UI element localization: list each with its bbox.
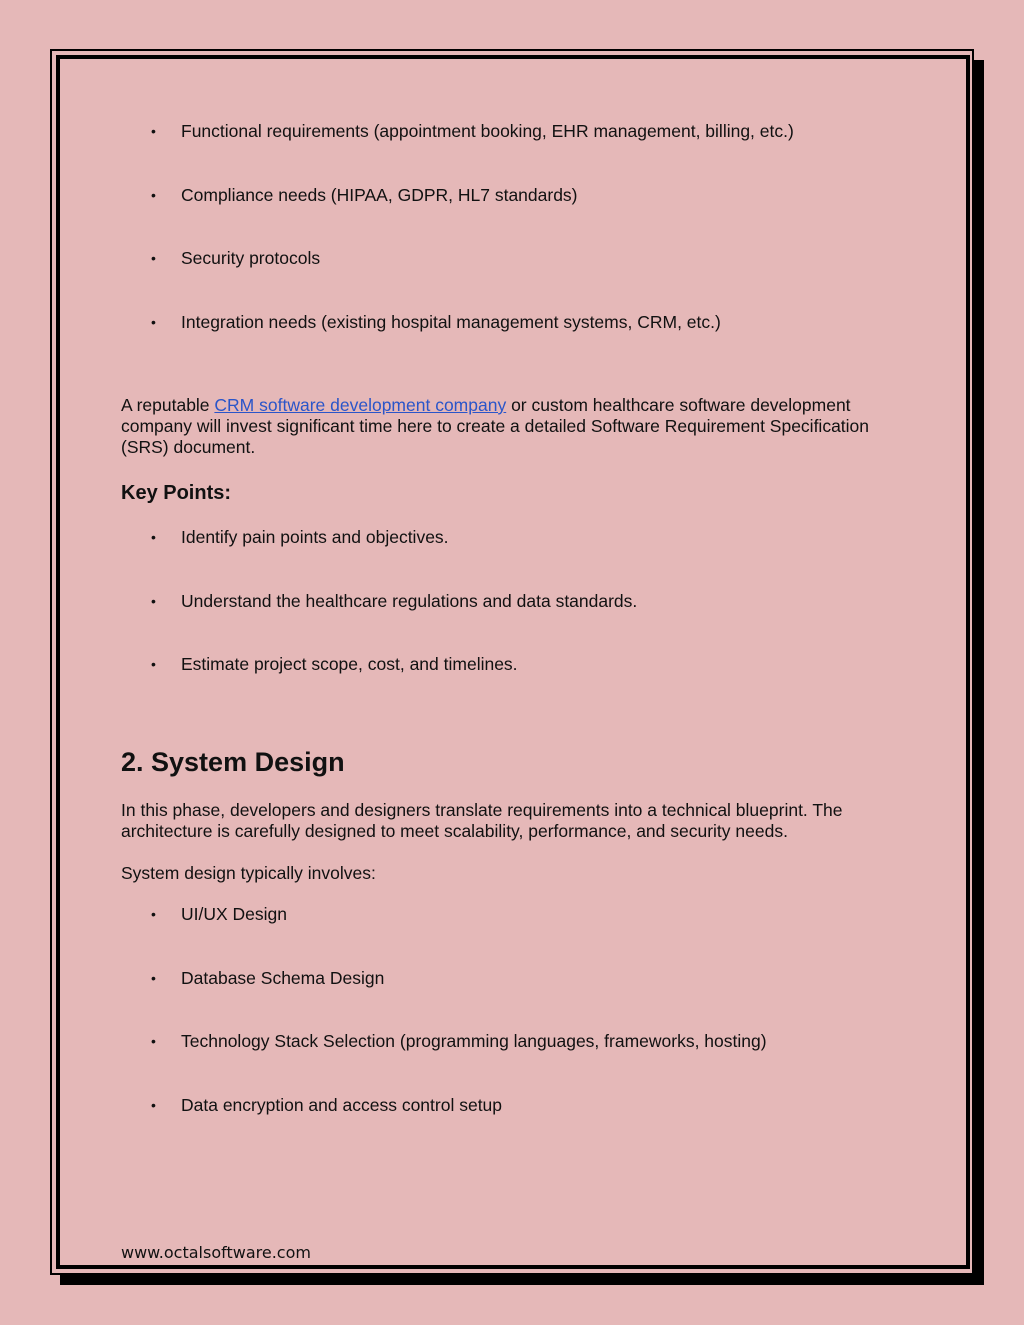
list-item-text: Technology Stack Selection (programming languages, frameworks, hosting) [181,1031,767,1051]
list-item-text: Data encryption and access control setup [181,1095,503,1115]
list-item-text: Understand the healthcare regulations and data standards. [181,591,638,611]
list-item-text: Security protocols [181,248,321,268]
key-points-heading: Key Points: [121,482,232,504]
bullet-icon: • [151,1033,156,1049]
section-heading: 2. System Design [121,747,345,777]
bullet-icon: • [151,529,156,545]
bullet-icon: • [151,593,156,609]
list-item-text: Functional requirements (appointment booking, EHR management, billing, etc.) [181,121,794,141]
list-item-text: Integration needs (existing hospital management systems, CRM, etc.) [181,312,721,332]
bullet-icon: • [151,656,156,672]
list-item-text: Estimate project scope, cost, and timelines. [181,654,518,674]
bullet-icon: • [151,187,156,203]
design-lead-text: System design typically involves: [121,863,376,883]
footer-website: www.octalsoftware.com [121,1243,311,1262]
bullet-icon: • [151,1097,156,1113]
design-paragraph: In this phase, developers and designers translate requirements into a technical blueprint. The architecture is carefully designed to meet scalability, performance, and security needs. [121,800,843,841]
intro-text-after: or custom healthcare software development company will invest significant time here to create a detailed Software Requirement Specification (SRS) document. [121,395,870,457]
list-item-text: Compliance needs (HIPAA, GDPR, HL7 standards) [181,185,578,205]
bullet-icon: • [151,314,156,330]
bullet-icon: • [151,906,156,922]
list-item-text: UI/UX Design [181,904,288,924]
list-item-text: Database Schema Design [181,968,385,988]
crm-company-link[interactable]: CRM software development company [214,395,507,415]
bullet-icon: • [151,123,156,139]
intro-text-before: A reputable [121,395,215,415]
bullet-icon: • [151,250,156,266]
bullet-icon: • [151,970,156,986]
intro-paragraph [121,395,901,458]
list-item-text: Identify pain points and objectives. [181,527,449,547]
